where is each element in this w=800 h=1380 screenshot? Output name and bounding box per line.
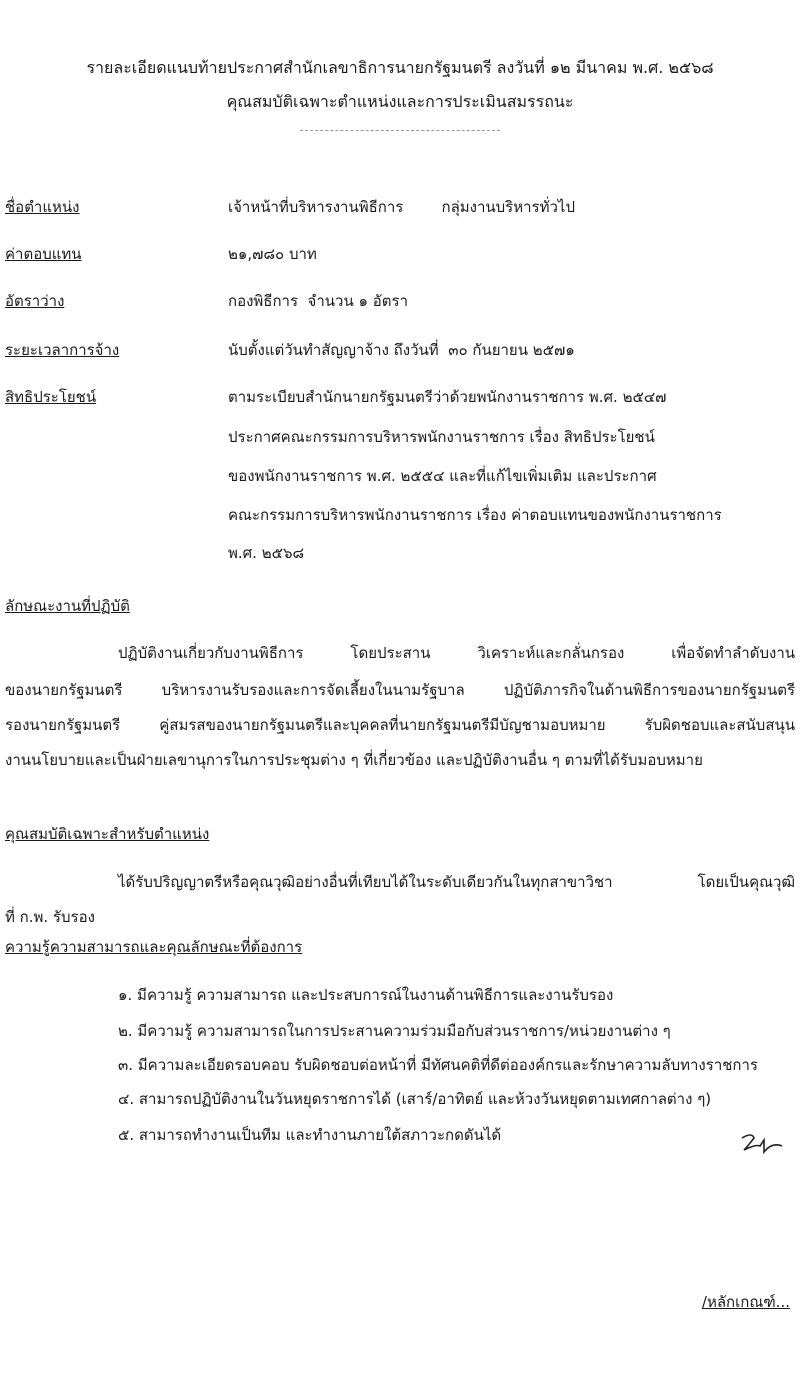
field-label-term: ระยะเวลาการจ้าง	[5, 341, 120, 359]
benefits-line: ของพนักงานราชการ พ.ศ. ๒๕๕๔ และที่แก้ไขเพิ่มเติม และประกาศ	[228, 467, 657, 485]
document-subtitle: คุณสมบัติเฉพาะตำแหน่งและการประเมินสมรรถนะ	[226, 92, 574, 111]
field-label-position: ชื่อตำแหน่ง	[5, 198, 80, 216]
field-value-term: นับตั้งแต่วันทำสัญญาจ้าง ถึงวันที่ ๓๐ กันยายน ๒๕๗๑	[228, 341, 575, 359]
field-label-vacancy: อัตราว่าง	[5, 292, 65, 310]
signature-initials	[738, 1128, 788, 1158]
field-value-salary: ๒๑,๗๘๐ บาท	[228, 245, 317, 263]
benefits-line: พ.ศ. ๒๕๖๘	[228, 544, 305, 562]
competency-item: ๒. มีความรู้ ความสามารถในการประสานความร่วมมือกับส่วนราชการ/หน่วยงานต่าง ๆ	[118, 1022, 671, 1040]
benefits-line: ประกาศคณะกรรมการบริหารพนักงานราชการ เรื่อง สิทธิประโยชน์	[228, 428, 655, 446]
duties-line: ของนายกรัฐมนตรี บริหารงานรับรองและการจัดเลี้ยงในนามรัฐบาล ปฏิบัติภารกิจในด้านพิธีการของนายกรัฐมนตรี	[5, 681, 795, 699]
competency-item: ๑. มีความรู้ ความสามารถ และประสบการณ์ในงานด้านพิธีการและงานรับรอง	[118, 986, 614, 1004]
competency-item: ๔. สามารถปฏิบัติงานในวันหยุดราชการได้ (เสาร์/อาทิตย์ และห้วงวันหยุดตามเทศกาลต่าง ๆ)	[118, 1090, 712, 1108]
competency-item: ๕. สามารถทำงานเป็นทีม และทำงานภายใต้สภาวะกดดันได้	[118, 1126, 502, 1144]
duties-line: งานนโยบายและเป็นฝ่ายเลขานุการในการประชุมต่าง ๆ ที่เกี่ยวข้อง และปฏิบัติงานอื่น ๆ ตามที่ได้รับมอบหมาย	[5, 751, 703, 769]
separator-line	[300, 130, 500, 131]
duties-line: รองนายกรัฐมนตรี คู่สมรสของนายกรัฐมนตรีและบุคคลที่นายกรัฐมนตรีมีบัญชามอบหมาย รับผิดชอบและสนับสนุน	[5, 716, 795, 734]
qualifications-line: ที่ ก.พ. รับรอง	[5, 908, 95, 926]
document-title: รายละเอียดแนบท้ายประกาศสำนักเลขาธิการนายกรัฐมนตรี ลงวันที่ ๑๒ มีนาคม พ.ศ. ๒๕๖๘	[86, 58, 714, 77]
field-label-salary: ค่าตอบแทน	[5, 245, 82, 263]
field-value-vacancy: กองพิธีการ จำนวน ๑ อัตรา	[228, 292, 408, 310]
benefits-line: คณะกรรมการบริหารพนักงานราชการ เรื่อง ค่าตอบแทนของพนักงานราชการ	[228, 506, 722, 524]
competencies-heading: ความรู้ความสามารถและคุณลักษณะที่ต้องการ	[5, 938, 303, 956]
field-label-benefits: สิทธิประโยชน์	[5, 388, 97, 406]
qualifications-heading: คุณสมบัติเฉพาะสำหรับตำแหน่ง	[5, 825, 210, 843]
qualifications-line: ได้รับปริญญาตรีหรือคุณวุฒิอย่างอื่นที่เทียบได้ในระดับเดียวกันในทุกสาขาวิชา โดยเป็นคุณวุฒิ	[118, 873, 795, 891]
continuation-note: /หลักเกณฑ์...	[701, 1293, 790, 1311]
field-value-position: เจ้าหน้าที่บริหารงานพิธีการ กลุ่มงานบริหารทั่วไป	[228, 198, 575, 216]
duties-heading: ลักษณะงานที่ปฏิบัติ	[5, 597, 130, 615]
duties-line: ปฏิบัติงานเกี่ยวกับงานพิธีการ โดยประสาน วิเคราะห์และกลั่นกรอง เพื่อจัดทำลำดับงาน	[118, 644, 795, 662]
benefits-line: ตามระเบียบสำนักนายกรัฐมนตรีว่าด้วยพนักงานราชการ พ.ศ. ๒๕๔๗	[228, 388, 667, 406]
competency-item: ๓. มีความละเอียดรอบคอบ รับผิดชอบต่อหน้าที่ มีทัศนคติที่ดีต่อองค์กรและรักษาความลับทางราชการ	[118, 1056, 758, 1074]
